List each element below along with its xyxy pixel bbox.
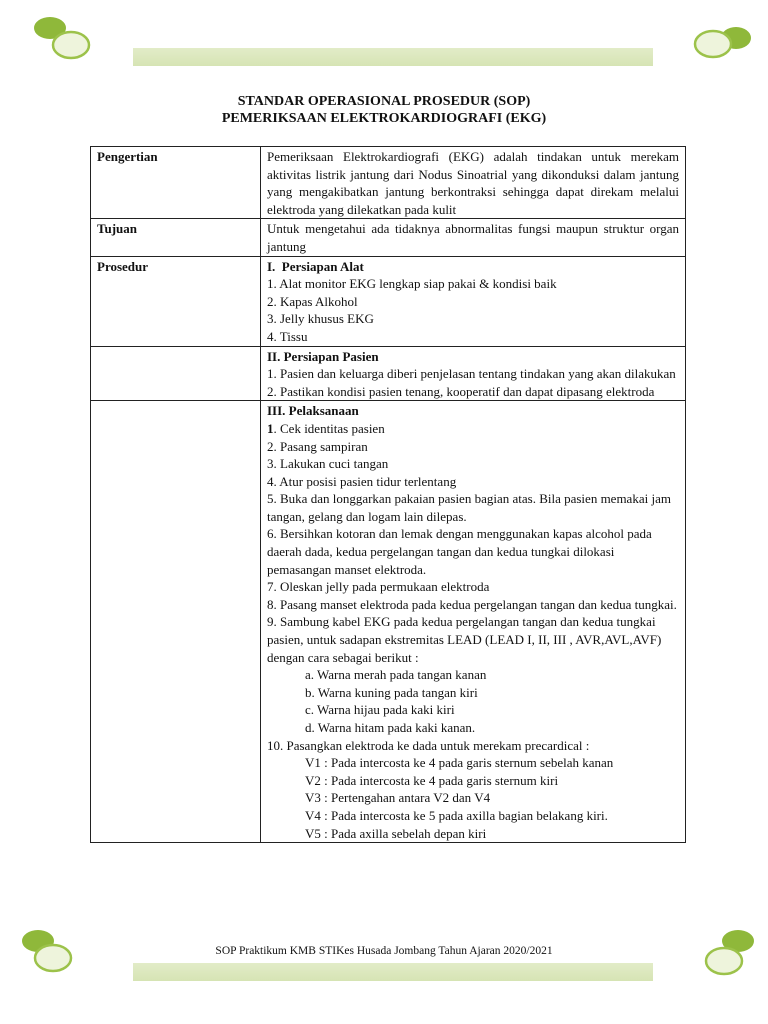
heading-pelaksanaan: III. Pelaksanaan [267,403,359,419]
step-text: . Cek identitas pasien [273,420,385,436]
top-left-ornament [28,12,98,64]
list-item: 2. Kapas Alkohol [267,293,358,309]
sub-item: b. Warna kuning pada tangan kiri [305,684,478,700]
document-title [0,93,768,127]
list-item: 1. Alat monitor EKG lengkap siap pakai & kondisi baik [267,276,557,292]
sub-item: V1 : Pada intercosta ke 4 pada garis sternum sebelah kanan [305,755,614,771]
label-pengertian: Pengertian [91,147,261,219]
label-prosedur: Prosedur [91,256,261,346]
footer-band [133,963,653,981]
sub-item: d. Warna hitam pada kaki kanan. [305,720,476,735]
list-item: 6. Bersihkan kotoran dan lemak dengan menggunakan kapas alcohol pada daerah dada, kedua pergelangan tangan dan kedua tungkai dilokasi pemasangan manset elektroda. [267,526,652,577]
list-item: 5. Buka dan longgarkan pakaian pasien bagian atas. Bila pasien memakai jam tangan, gelang dan logam lain dilepas. [267,491,671,524]
list-item: 4. Atur posisi pasien tidur terlentang [267,473,457,489]
sub-item: V4 : Pada intercosta ke 5 pada axilla bagian belakang kiri. [305,807,608,823]
list-item: 7. Oleskan jelly pada permukaan elektroda [267,579,490,595]
list-item: 4. Tissu [267,328,308,344]
text-tujuan: Untuk mengetahui ada tidaknya abnormalitas fungsi maupun struktur organ jantung [261,219,686,256]
empty-label [91,346,261,401]
empty-label [91,401,261,843]
title-line-2: PEMERIKSAAN ELEKTROKARDIOGRAFI (EKG) [221,111,547,126]
list-item: 9. Sambung kabel EKG pada kedua pergelangan tangan dan kedua tungkai pasien, untuk sadapan ekstremitas LEAD (LEAD I, II, III , AVR,AVL,AVF) dengan cara sebagai berikut : [267,614,662,665]
sub-item: V2 : Pada intercosta ke 4 pada garis sternum kiri [305,772,559,788]
page-footer: SOP Praktikum KMB STIKes Husada Jombang Tahun Ajaran 2020/2021 [215,945,553,957]
sub-item: V5 : Pada axilla sebelah depan kiri [305,825,487,841]
list-item: 3. Lakukan cuci tangan [267,456,389,472]
text-pengertian: Pemeriksaan Elektrokardiografi (EKG) adalah tindakan untuk merekam aktivitas listrik jantung dari Nodus Sinoatrial yang dikonduksi dalam jantung yang mengakibatkan jantung berkontraksi sehingga dapat direkam melalui elektroda yang dilekatkan pada kulit [261,147,686,219]
list-item: 8. Pasang manset elektroda pada kedua pergelangan tangan dan kedua tungkai. [267,596,677,612]
list-item [267,420,679,438]
top-right-ornament [686,22,756,68]
cell-pelaksanaan [261,401,686,843]
row-pengertian [91,147,686,219]
list-item: 3. Jelly khusus EKG [267,311,374,327]
sub-item: a. Warna merah pada tangan kanan [305,667,487,683]
cell-persiapan-pasien [261,346,686,401]
list-item: 2. Pastikan kondisi pasien tenang, kooperatif dan dapat dipasang elektroda [267,383,655,399]
step-number: 1 [267,420,274,436]
heading-persiapan-alat: I. Persiapan Alat [267,258,364,274]
list-item: 1. Pasien dan keluarga diberi penjelasan tentang tindakan yang akan dilakukan [267,366,676,382]
label-tujuan: Tujuan [91,219,261,256]
row-persiapan-alat [91,256,686,346]
row-persiapan-pasien [91,346,686,401]
cell-persiapan-alat [261,256,686,346]
header-band [133,48,653,66]
sop-table [90,146,686,843]
row-pelaksanaan [91,401,686,843]
list-item: 10. Pasangkan elektroda ke dada untuk merekam precardical : [267,737,590,753]
heading-persiapan-pasien: II. Persiapan Pasien [267,348,379,364]
list-item: 2. Pasang sampiran [267,438,368,454]
sub-item: V3 : Pertengahan antara V2 dan V4 [305,790,491,806]
title-line-1: STANDAR OPERASIONAL PROSEDUR (SOP) [237,94,531,109]
sub-item: c. Warna hijau pada kaki kiri [305,702,455,718]
row-tujuan [91,219,686,256]
